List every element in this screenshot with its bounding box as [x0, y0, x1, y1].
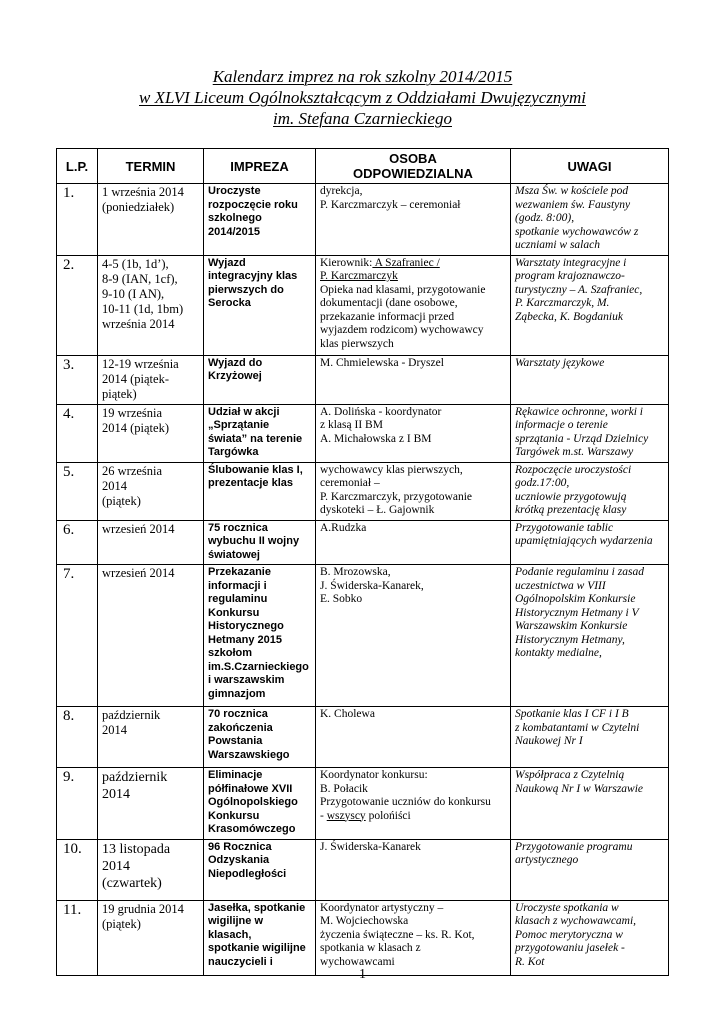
cell-uwagi-line: Podanie regulaminu i zasad — [515, 566, 644, 578]
cell-termin — [98, 520, 204, 565]
cell-uwagi — [511, 768, 669, 840]
cell-impreza-line: Ogólnopolskiego — [208, 796, 298, 808]
cell-uwagi-line: Rozpoczęcie uroczystości — [515, 463, 632, 476]
cell-impreza — [204, 462, 316, 520]
cell-impreza-line: 2014/2015 — [208, 225, 260, 238]
cell-uwagi-line: Przygotowanie tablic — [515, 521, 614, 534]
cell-impreza-line: świata” na terenie — [208, 432, 303, 445]
cell-impreza-line: półfinałowe XVII — [208, 782, 293, 795]
cell-impreza-line: Hetmany 2015 — [208, 633, 282, 646]
table-row — [57, 355, 669, 404]
cell-termin-line: październik — [102, 708, 161, 722]
cell-termin-line: 8-9 (IAN, 1cf), — [102, 271, 178, 286]
cell-impreza-line: 96 Rocznica — [208, 840, 272, 853]
cell-termin-line: 4-5 (1b, 1d’), — [102, 256, 169, 271]
cell-uwagi — [511, 900, 669, 975]
cell-termin — [98, 184, 204, 256]
cell-termin — [98, 355, 204, 404]
cell-uwagi-line: artystycznego — [515, 854, 579, 866]
cell-impreza-line: szkołom — [208, 647, 253, 659]
cell-termin-line: 10-11 (1d, 1bm) — [102, 301, 184, 316]
cell-uwagi-line: (godz. 8:00), — [515, 212, 575, 224]
cell-lp: 3. — [57, 355, 98, 404]
table-row — [57, 404, 669, 462]
cell-uwagi — [511, 462, 669, 520]
cell-uwagi-line: upamiętniających wydarzenia — [515, 535, 653, 547]
cell-uwagi-line: P. Karczmarczyk, M. — [515, 297, 610, 309]
cell-impreza-line: Wyjazd do — [208, 356, 263, 369]
cell-uwagi-line: Rękawice ochronne, worki i — [515, 405, 643, 418]
cell-termin-line: 2014 — [102, 478, 127, 493]
cell-impreza-line: nauczycieli i — [208, 955, 273, 968]
cell-lp: 4. — [57, 404, 98, 462]
cell-termin-line: 2014 — [102, 858, 130, 874]
cell-termin-line: (piątek) — [102, 916, 141, 931]
cell-osoba-line: wychowawcami — [320, 955, 395, 968]
cell-impreza-line: Konkursu — [208, 606, 260, 619]
cell-termin — [98, 707, 204, 768]
cell-osoba-line: P. Karczmarczyk, przygotowanie — [320, 490, 472, 503]
cell-impreza-line: Jasełka, spotkanie — [208, 901, 306, 914]
cell-uwagi-line: Pomoc merytoryczna w — [515, 928, 623, 941]
cell-osoba-line: klas pierwszych — [320, 337, 394, 350]
table-row — [57, 839, 669, 900]
cell-impreza — [204, 255, 316, 355]
cell-impreza-line: światowej — [208, 548, 260, 561]
cell-termin-line: (poniedziałek) — [102, 200, 175, 214]
cell-impreza-line: informacji i — [208, 579, 267, 592]
cell-uwagi-line: klasach z wychowawcami, — [515, 915, 637, 927]
table-row — [57, 900, 669, 975]
cell-uwagi-line: Targówek m.st. Warszawy — [515, 446, 634, 458]
cell-uwagi-line: spotkanie wychowawców z — [515, 225, 639, 238]
cell-impreza-line: Krzyżowej — [208, 370, 262, 382]
cell-uwagi-line: Spotkanie klas I CF i I B — [515, 708, 629, 720]
cell-impreza-line: i warszawskim — [208, 674, 285, 686]
cell-lp: 6. — [57, 520, 98, 565]
cell-impreza-line: prezentacje klas — [208, 477, 293, 489]
cell-osoba-line: A. Dolińska - koordynator — [320, 405, 442, 418]
cell-termin-line: 12-19 września — [102, 356, 179, 371]
cell-uwagi-line: Przygotowanie programu — [515, 840, 633, 853]
cell-osoba — [316, 768, 511, 840]
cell-termin-line: 19 września — [102, 405, 163, 420]
cell-impreza-line: Niepodległości — [208, 867, 287, 880]
cell-osoba-line: M. Chmielewska - Dryszel — [320, 356, 444, 369]
header-uwagi: UWAGI — [511, 149, 669, 184]
cell-impreza-line: Eliminacje — [208, 769, 263, 781]
cell-osoba-line: Opieka nad klasami, przygotowanie — [320, 283, 486, 296]
cell-impreza-line: pierwszych do — [208, 283, 284, 296]
title-line-2: w XLVI Liceum Ogólnokształcącym z Oddziałami Dwujęzycznymi — [139, 88, 586, 107]
cell-uwagi-line: sprzątania - Urząd Dzielnicy — [515, 432, 649, 445]
cell-lp: 11. — [57, 900, 98, 975]
cell-osoba-line: B. Połacik — [320, 782, 368, 795]
cell-impreza-line: Udział w akcji — [208, 405, 280, 418]
cell-termin-line: październik — [102, 770, 168, 785]
header-osoba-line1: OSOBA — [389, 151, 437, 166]
cell-impreza-line: spotkanie wigilijne — [208, 942, 306, 954]
cell-osoba — [316, 462, 511, 520]
cell-termin-line: września 2014 — [102, 316, 175, 331]
cell-impreza-line: im.S.Czarnieckiego — [208, 660, 309, 673]
cell-termin-line: 2014 — [102, 787, 130, 802]
cell-impreza — [204, 565, 316, 707]
cell-termin-line: 2014 (piątek- — [102, 371, 169, 386]
cell-osoba-line: P. Karczmarczyk – ceremoniał — [320, 198, 461, 211]
cell-uwagi — [511, 404, 669, 462]
cell-osoba-line: P. Karczmarczyk — [320, 270, 398, 282]
cell-lp: 7. — [57, 565, 98, 707]
cell-uwagi-line: Historycznym Hetmany i V — [515, 606, 639, 619]
header-termin: TERMIN — [98, 149, 204, 184]
cell-lp: 5. — [57, 462, 98, 520]
cell-impreza-line: gimnazjom — [208, 687, 266, 700]
cell-impreza-line: wybuchu II wojny — [208, 535, 300, 547]
cell-osoba — [316, 707, 511, 768]
table-row — [57, 462, 669, 520]
title-line-3: im. Stefana Czarnieckiego — [273, 109, 452, 128]
cell-osoba-line: Koordynator artystyczny – — [320, 901, 444, 914]
table-header-row — [57, 149, 669, 184]
cell-termin-line: 13 listopada — [102, 841, 171, 857]
cell-uwagi-line: R. Kot — [515, 955, 545, 968]
cell-lp: 1. — [57, 184, 98, 256]
cell-uwagi — [511, 707, 669, 768]
cell-osoba-line: Przygotowanie uczniów do konkursu — [320, 796, 491, 808]
cell-uwagi — [511, 839, 669, 900]
cell-uwagi-line: Współpraca z Czytelnią — [515, 769, 625, 781]
cell-uwagi-line: kontakty medialne, — [515, 647, 602, 659]
cell-lp: 2. — [57, 255, 98, 355]
cell-uwagi — [511, 355, 669, 404]
cell-uwagi-line: Historycznym Hetmany, — [515, 633, 625, 646]
cell-osoba-line: K. Cholewa — [320, 708, 375, 720]
cell-impreza-line: Przekazanie — [208, 566, 271, 578]
cell-uwagi — [511, 520, 669, 565]
cell-osoba-line: dyrekcja, — [320, 185, 363, 197]
cell-uwagi-line: Ząbecka, K. Bogdaniuk — [515, 310, 623, 323]
cell-termin-line: 19 grudnia 2014 — [102, 901, 184, 916]
cell-impreza-line: Konkursu — [208, 809, 260, 822]
cell-osoba-line: - wszyscy polońiści — [320, 809, 411, 822]
cell-lp: 8. — [57, 707, 98, 768]
cell-impreza — [204, 768, 316, 840]
cell-impreza-line: Krasomówczego — [208, 823, 296, 835]
table-row — [57, 707, 669, 768]
cell-uwagi-line: Ogólnopolskim Konkursie — [515, 593, 636, 605]
cell-osoba — [316, 404, 511, 462]
table-row — [57, 768, 669, 840]
cell-uwagi-line: program krajoznawczo- — [515, 270, 625, 282]
cell-termin-line: 9-10 (I AN), — [102, 286, 165, 301]
cell-impreza — [204, 707, 316, 768]
cell-termin — [98, 565, 204, 707]
cell-osoba-line: wychowawcy klas pierwszych, — [320, 463, 463, 476]
table-row — [57, 565, 669, 707]
cell-lp: 9. — [57, 768, 98, 840]
cell-impreza-line: Historycznego — [208, 620, 284, 632]
cell-uwagi-line: turystyczny – A. Szafraniec, — [515, 283, 643, 296]
cell-termin — [98, 255, 204, 355]
cell-uwagi-line: Warszawskim Konkursie — [515, 620, 628, 632]
table-row — [57, 255, 669, 355]
cell-impreza-line: szkolnego — [208, 212, 262, 224]
cell-impreza — [204, 520, 316, 565]
cell-impreza-line: Wyjazd — [208, 256, 246, 269]
cell-osoba-line: A. Michałowska z I BM — [320, 432, 432, 445]
cell-osoba — [316, 900, 511, 975]
cell-osoba-line: dyskoteki – Ł. Gajownik — [320, 504, 435, 516]
cell-impreza-line: zakończenia — [208, 721, 273, 734]
cell-termin-line: 2014 (piątek) — [102, 420, 169, 435]
cell-termin — [98, 900, 204, 975]
cell-termin-line: (piątek) — [102, 493, 141, 508]
cell-lp: 10. — [57, 839, 98, 900]
header-impreza: IMPREZA — [204, 149, 316, 184]
cell-osoba — [316, 520, 511, 565]
cell-impreza — [204, 900, 316, 975]
cell-osoba — [316, 255, 511, 355]
cell-osoba-line: Kierownik: A Szafraniec / — [320, 256, 440, 269]
cell-impreza-line: Powstania — [208, 735, 263, 747]
cell-impreza — [204, 355, 316, 404]
cell-termin-line: wrzesień 2014 — [102, 521, 175, 536]
page-number: 1 — [359, 967, 366, 982]
cell-osoba — [316, 839, 511, 900]
table-row — [57, 184, 669, 256]
header-lp: L.P. — [57, 149, 98, 184]
header-osoba-line2: ODPOWIEDZIALNA — [353, 166, 473, 181]
cell-termin — [98, 404, 204, 462]
cell-impreza-line: Serocka — [208, 297, 251, 309]
cell-osoba-line: E. Sobko — [320, 593, 363, 605]
cell-impreza-line: regulaminu — [208, 593, 268, 605]
cell-osoba-line: wyjazdem rodzicom) wychowawcy — [320, 324, 484, 336]
cell-impreza-line: Uroczyste — [208, 185, 261, 197]
cell-uwagi-line: godz.17:00, — [515, 477, 570, 489]
header-osoba — [316, 149, 511, 184]
cell-impreza-line: Ślubowanie klas I, — [208, 463, 303, 476]
cell-impreza-line: 70 rocznica — [208, 708, 268, 720]
cell-uwagi-line: informacje o terenie — [515, 419, 608, 431]
cell-termin — [98, 462, 204, 520]
cell-impreza-line: rozpoczęcie roku — [208, 198, 298, 211]
cell-osoba-line: A.Rudzka — [320, 521, 367, 534]
cell-impreza-line: wigilijne w — [208, 915, 264, 927]
cell-osoba-line: życzenia świąteczne – ks. R. Kot, — [320, 928, 475, 941]
table-body — [57, 184, 669, 976]
cell-impreza-line: integracyjny klas — [208, 270, 298, 282]
cell-osoba-line: J. Świderska-Kanarek — [320, 840, 421, 853]
cell-impreza-line: klasach, — [208, 928, 252, 941]
cell-osoba-line: B. Mrozowska, — [320, 566, 391, 578]
cell-uwagi-line: przygotowaniu jasełek - — [515, 942, 625, 954]
cell-impreza-line: „Sprzątanie — [208, 419, 270, 431]
cell-osoba — [316, 184, 511, 256]
cell-uwagi-line: Warsztaty integracyjne i — [515, 256, 627, 269]
cell-osoba-line: Koordynator konkursu: — [320, 769, 428, 781]
cell-termin-line: wrzesień 2014 — [102, 566, 175, 580]
cell-uwagi-line: uczniowie przygotowują — [515, 490, 627, 503]
cell-osoba-line: M. Wojciechowska — [320, 915, 409, 927]
cell-termin — [98, 768, 204, 840]
cell-termin-line: (czwartek) — [102, 875, 162, 891]
cell-uwagi-line: uczniami w salach — [515, 239, 600, 251]
cell-osoba-line: dokumentacji (dane osobowe, — [320, 297, 458, 309]
cell-uwagi — [511, 565, 669, 707]
cell-uwagi-line: Naukową Nr I w Warszawie — [515, 782, 644, 795]
cell-termin-line: 2014 — [102, 723, 127, 737]
cell-uwagi-line: uczestnictwa w VIII — [515, 579, 606, 592]
cell-termin-line: 26 września — [102, 463, 163, 478]
events-table — [56, 148, 669, 976]
cell-osoba-line: przekazanie informacji przed — [320, 310, 455, 323]
cell-termin — [98, 839, 204, 900]
cell-uwagi-line: krótką prezentację klasy — [515, 504, 627, 516]
cell-impreza — [204, 184, 316, 256]
cell-impreza — [204, 404, 316, 462]
cell-uwagi — [511, 184, 669, 256]
cell-osoba-line: spotkania w klasach z — [320, 942, 421, 954]
cell-osoba — [316, 355, 511, 404]
cell-uwagi-line: Msza Św. w kościele pod — [515, 185, 629, 197]
cell-osoba-line: ceremoniał – — [320, 477, 380, 489]
cell-termin-line: piątek) — [102, 386, 137, 401]
cell-uwagi-line: z kombatantami w Czytelni — [515, 721, 640, 734]
cell-impreza-line: Targówka — [208, 446, 259, 458]
cell-uwagi-line: Uroczyste spotkania w — [515, 901, 619, 914]
cell-osoba-line: z klasą II BM — [320, 419, 383, 431]
cell-uwagi-line: Warsztaty językowe — [515, 356, 605, 369]
cell-osoba-line: J. Świderska-Kanarek, — [320, 579, 424, 592]
cell-impreza-line: Odzyskania — [208, 854, 270, 866]
cell-impreza-line: 75 rocznica — [208, 521, 268, 534]
title-line-1: Kalendarz imprez na rok szkolny 2014/2015 — [212, 67, 513, 86]
cell-uwagi-line: wezwaniem św. Faustyny — [515, 198, 631, 211]
cell-impreza — [204, 839, 316, 900]
cell-termin-line: 1 września 2014 — [102, 185, 184, 199]
cell-uwagi — [511, 255, 669, 355]
table-row — [57, 520, 669, 565]
cell-impreza-line: Warszawskiego — [208, 748, 290, 761]
document-title — [0, 66, 725, 129]
cell-uwagi-line: Naukowej Nr I — [515, 735, 583, 747]
cell-osoba — [316, 565, 511, 707]
